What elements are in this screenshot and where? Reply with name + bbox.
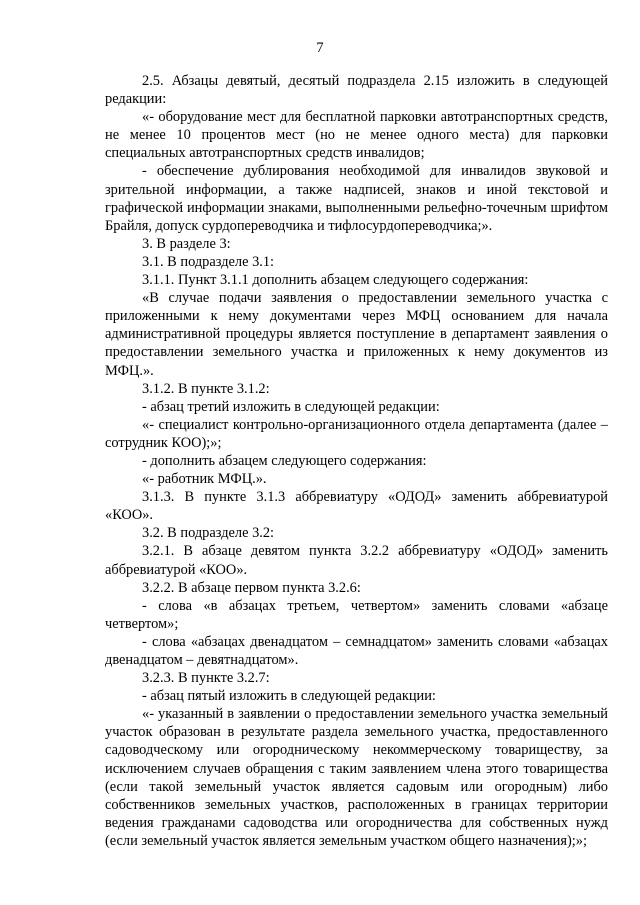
paragraph: 3.2.2. В абзаце первом пункта 3.2.6:	[142, 579, 361, 596]
paragraph: «- указанный в заявлении о предоставлении земельного участка земельный участок образован в результате раздела земельного участка, предоставленного садоводческому или огородническому некоммерческому товариществу, за исключением случаев обращения с таким заявлением члена этого товарищества (если такой земельный участок является садовым или огородным) либо собственников земельных участков, расположенных в границах территории ведения гражданами садоводства или огородничества для собственных нужд (если земельный участок является земельным участком общего назначения);»;	[105, 706, 608, 849]
paragraph: - абзац третий изложить в следующей редакции:	[142, 398, 440, 415]
paragraph: 3.1.3. В пункте 3.1.3 аббревиатуру «ОДОД» заменить аббревиатурой «КОО».	[105, 489, 608, 524]
paragraph: 2.5. Абзацы девятый, десятый подраздела 2.15 изложить в следующей редакции:	[105, 73, 608, 108]
paragraph: 3.2. В подразделе 3.2:	[142, 525, 275, 542]
paragraph: «- работник МФЦ.».	[142, 471, 267, 488]
paragraph: - дополнить абзацем следующего содержания:	[142, 452, 427, 469]
paragraph: 3. В разделе 3:	[142, 235, 231, 252]
paragraph: 3.2.3. В пункте 3.2.7:	[142, 670, 270, 687]
paragraph: «- оборудование мест для бесплатной парковки автотранспортных средств, не менее 10 процентов мест (но не менее одного места) для парковки специальных автотранспортных средств инвалидов;	[105, 109, 608, 162]
paragraph: 3.1. В подразделе 3.1:	[142, 253, 275, 270]
paragraph: 3.1.2. В пункте 3.1.2:	[142, 380, 270, 397]
paragraph: «- специалист контрольно-организационного отдела департамента (далее – сотрудник КОО);»;	[105, 416, 608, 451]
paragraph: - абзац пятый изложить в следующей редакции:	[142, 688, 436, 705]
document-body	[105, 72, 608, 850]
paragraph: - слова «абзацах двенадцатом – семнадцатом» заменить словами «абзацах двенадцатом – девятнадцатом».	[105, 633, 608, 668]
paragraph: - обеспечение дублирования необходимой для инвалидов звуковой и зрительной информации, а также надписей, знаков и иной текстовой и графической информации знаками, выполненными рельефно-точечным шрифтом Брайля, допуск сурдопереводчика и тифлосурдопереводчика;».	[105, 163, 608, 234]
paragraph: 3.1.1. Пункт 3.1.1 дополнить абзацем следующего содержания:	[142, 272, 529, 289]
page-number: 7	[316, 40, 324, 56]
paragraph: 3.2.1. В абзаце девятом пункта 3.2.2 аббревиатуру «ОДОД» заменить аббревиатурой «КОО».	[105, 543, 608, 578]
paragraph: «В случае подачи заявления о предоставлении земельного участка с приложенными к нему документами через МФЦ основанием для начала административной процедуры является поступление в департамент заявления о предоставлении земельного участка и приложенных к нему документов из МФЦ.».	[105, 290, 608, 379]
paragraph: - слова «в абзацах третьем, четвертом» заменить словами «абзаце четвертом»;	[105, 597, 608, 632]
